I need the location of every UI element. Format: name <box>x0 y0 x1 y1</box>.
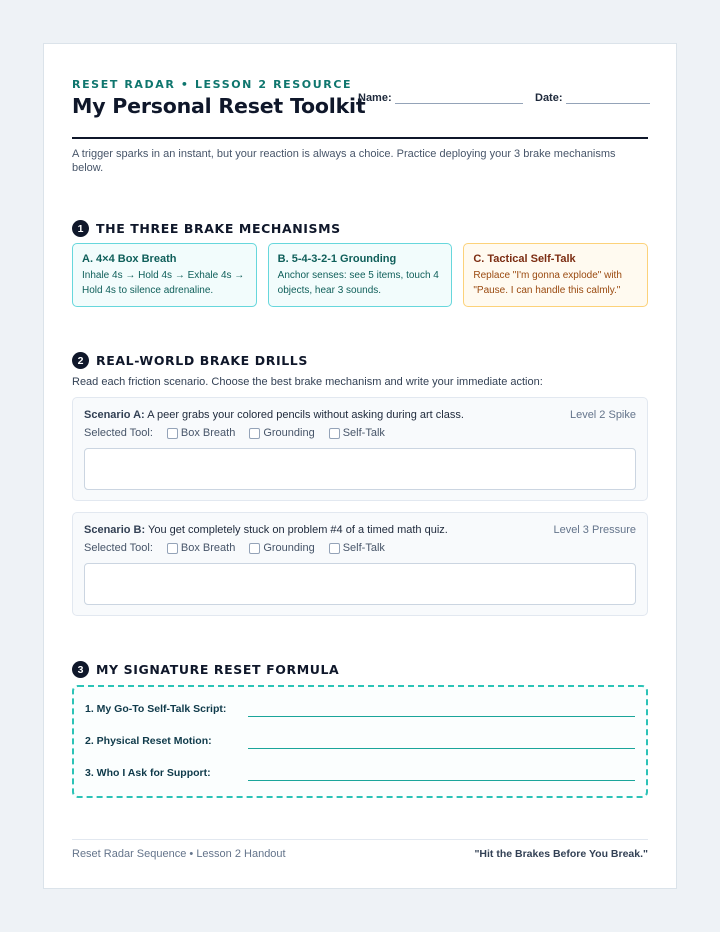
scenario-header <box>84 524 636 536</box>
selected-tool-label: Selected Tool: <box>84 427 153 439</box>
section-2-heading <box>72 352 308 369</box>
scenario-level: Level 2 Spike <box>569 409 636 421</box>
formula-label: 1. My Go-To Self-Talk Script: <box>85 703 227 715</box>
mechanism-body: Replace "I'm gonna explode" with "Pause. I can handle this calmly." <box>473 270 622 296</box>
date-label: Date: <box>535 92 563 104</box>
checkbox[interactable] <box>249 543 260 554</box>
tool-selector <box>84 427 385 439</box>
tool-label: Box Breath <box>180 427 236 439</box>
checkbox[interactable] <box>167 543 178 554</box>
formula-row-support <box>85 765 635 781</box>
tool-label: Box Breath <box>180 542 236 554</box>
tool-option-box-breath[interactable] <box>167 542 235 554</box>
lesson-kicker: RESET RADAR • LESSON 2 RESOURCE <box>72 78 353 91</box>
tool-option-self-talk[interactable] <box>329 427 385 439</box>
intro-text: A trigger sparks in an instant, but your reaction is always a choice. Practice deploying your 3 brake mechanisms below. <box>72 148 616 174</box>
scenario-prompt <box>84 409 464 421</box>
checkbox[interactable] <box>329 543 340 554</box>
scenario-text: A peer grabs your colored pencils without asking during art class. <box>147 409 464 421</box>
section-number: 1 <box>72 220 89 237</box>
checkbox[interactable] <box>249 428 260 439</box>
name-line[interactable] <box>395 92 523 104</box>
name-label: Name: <box>358 92 392 104</box>
self-talk-script-line[interactable] <box>248 701 635 717</box>
mechanism-card-grounding <box>268 243 453 307</box>
mechanism-body: Anchor senses: see 5 items, touch 4 objects, hear 3 sounds. <box>277 270 439 296</box>
drill-instructions: Read each friction scenario. Choose the best brake mechanism and write your immediate action: <box>72 376 543 388</box>
scenario-a-card <box>72 397 648 501</box>
formula-row-physical-motion <box>85 733 635 749</box>
section-title: MY SIGNATURE RESET FORMULA <box>96 662 340 677</box>
formula-label: 2. Physical Reset Motion: <box>85 735 212 747</box>
mechanism-card-self-talk <box>463 243 648 307</box>
footer-motto: "Hit the Brakes Before You Break." <box>474 848 648 860</box>
scenario-label: Scenario A: <box>84 409 145 421</box>
formula-label: 3. Who I Ask for Support: <box>85 767 211 779</box>
mechanism-title: B. 5-4-3-2-1 Grounding <box>277 253 397 265</box>
date-line[interactable] <box>566 92 650 104</box>
scenario-b-card <box>72 512 648 616</box>
tool-label: Grounding <box>263 542 315 554</box>
formula-row-self-talk <box>85 701 635 717</box>
support-person-line[interactable] <box>248 765 635 781</box>
tool-option-box-breath[interactable] <box>167 427 235 439</box>
reset-formula-box <box>72 685 648 798</box>
scenario-header <box>84 409 636 421</box>
scenario-b-answer-box[interactable] <box>84 563 636 605</box>
physical-motion-line[interactable] <box>248 733 635 749</box>
name-field[interactable] <box>358 92 523 104</box>
section-title: THE THREE BRAKE MECHANISMS <box>96 221 341 236</box>
checkbox[interactable] <box>329 428 340 439</box>
section-3-heading <box>72 661 339 678</box>
scenario-label: Scenario B: <box>84 524 146 536</box>
worksheet-page <box>43 43 677 889</box>
tool-label: Self-Talk <box>342 542 385 554</box>
tool-option-grounding[interactable] <box>249 427 314 439</box>
tool-label: Grounding <box>263 427 315 439</box>
scenario-text: You get completely stuck on problem #4 of a timed math quiz. <box>148 524 448 536</box>
tool-selector <box>84 542 385 554</box>
page-title: My Personal Reset Toolkit <box>72 94 366 118</box>
scenario-level: Level 3 Pressure <box>553 524 636 536</box>
section-title: REAL-WORLD BRAKE DRILLS <box>96 353 308 368</box>
date-field[interactable] <box>535 92 650 104</box>
mechanism-card-box-breath <box>72 243 257 307</box>
tool-option-grounding[interactable] <box>249 542 314 554</box>
scenario-a-answer-box[interactable] <box>84 448 636 490</box>
section-number: 3 <box>72 661 89 678</box>
footer-divider <box>72 839 648 840</box>
tool-label: Self-Talk <box>342 427 385 439</box>
mechanism-title: A. 4×4 Box Breath <box>82 253 177 265</box>
section-1-heading <box>72 220 341 237</box>
mechanism-title: C. Tactical Self-Talk <box>473 253 576 265</box>
mechanism-body: Inhale 4s → Hold 4s → Exhale 4s → Hold 4s to silence adrenaline. <box>82 270 245 296</box>
scenario-prompt <box>84 524 448 536</box>
checkbox[interactable] <box>167 428 178 439</box>
selected-tool-label: Selected Tool: <box>84 542 153 554</box>
footer-source: Reset Radar Sequence • Lesson 2 Handout <box>72 848 286 860</box>
section-number: 2 <box>72 352 89 369</box>
mechanism-cards <box>72 243 648 307</box>
header-divider <box>72 137 648 139</box>
tool-option-self-talk[interactable] <box>329 542 385 554</box>
